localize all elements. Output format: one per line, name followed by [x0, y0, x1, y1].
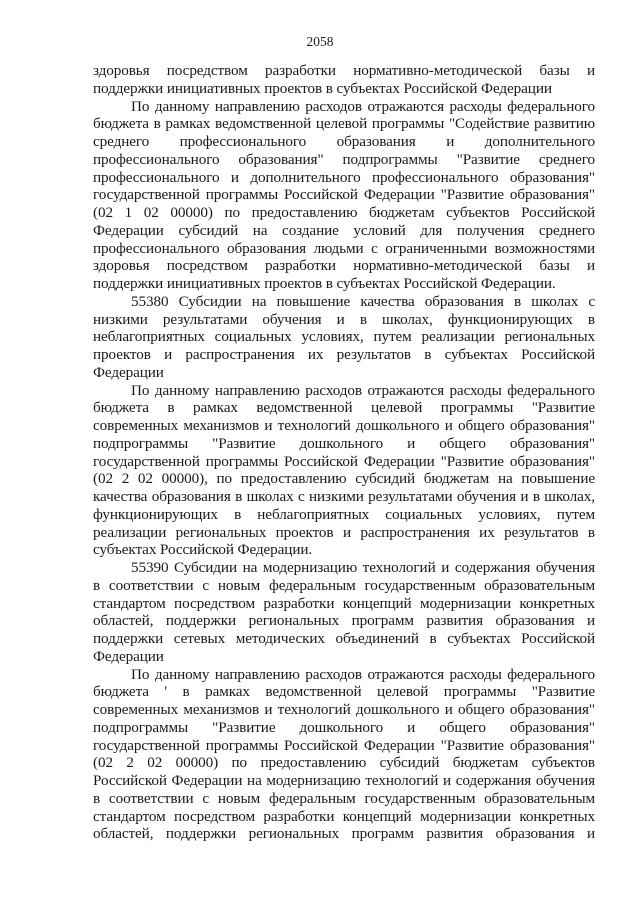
text-line: проектов и распространения их результатов в субъектах Российской: [93, 346, 595, 363]
text-line: областей, поддержки региональных программ развития образования и: [93, 825, 595, 843]
text-line: (02 2 02 00000), по предоставлению субсидий бюджетам на повышение: [93, 470, 595, 488]
paragraph: [93, 62, 595, 98]
text-line: современных механизмов и технологий дошкольного и общего образования": [93, 417, 595, 434]
text-line: реализации региональных проектов и распространения их результатов в: [93, 523, 595, 541]
text-line: государственной программы Российской Федерации "Развитие образования": [93, 736, 595, 754]
text-line: стандартом посредством разработки концепций модернизации конкретных: [93, 807, 595, 825]
text-line: Федерации: [93, 363, 164, 381]
text-line: в соответствии с новым федеральным государственным образовательным: [93, 576, 595, 594]
text-line: профессионального образования людьми с ограниченными возможностями: [93, 239, 595, 257]
text-line: стандартом посредством разработки концепций модернизации конкретных: [93, 594, 595, 612]
text-line: профессионального образования" подпрограммы "Развитие среднего: [93, 150, 595, 168]
text-line: государственной программы Российской Федерации "Развитие образования": [93, 186, 595, 204]
text-line: современных механизмов и технологий дошкольного и общего образования": [93, 701, 595, 718]
text-line: здоровья посредством разработки нормативно-методической базы и: [93, 62, 595, 79]
text-line: 55390 Субсидии на модернизацию технологий и содержания обучения: [131, 559, 595, 576]
text-line: 55380 Субсидии на повышение качества образования в школах с: [131, 292, 595, 310]
text-line: По данному направлению расходов отражаются расходы федерального: [131, 381, 595, 399]
text-line: областей, поддержки региональных программ развития образования и: [93, 612, 595, 630]
paragraph: [93, 382, 595, 560]
text-line: Федерации субсидий на создание условий для получения среднего: [93, 221, 595, 239]
text-line: Федерации: [93, 647, 164, 665]
text-line: профессионального и дополнительного профессионального образования": [93, 168, 595, 186]
text-line: поддержки инициативных проектов в субъектах Российской Федерации.: [93, 275, 556, 292]
text-line: в соответствии с новым федеральным государственным образовательным: [93, 789, 595, 807]
text-line: среднего профессионального образования и дополнительного: [93, 133, 595, 150]
text-line: качества образования в школах с низкими результатами обучения и в школах,: [93, 488, 595, 505]
paragraph: [93, 559, 595, 666]
text-line: поддержки инициативных проектов в субъектах Российской Федерации: [93, 79, 552, 97]
text-line: (02 1 02 00000) по предоставлению бюджетам субъектов Российской: [93, 204, 595, 221]
text-line: подпрограммы "Развитие дошкольного и общего образования": [93, 718, 595, 736]
text-line: государственной программы Российской Федерации "Развитие образования": [93, 452, 595, 470]
paragraph: [93, 666, 595, 844]
text-line: низкими результатами обучения и в школах, функционирующих в: [93, 310, 595, 328]
text-line: (02 2 02 00000) по предоставлению субсидий бюджетам субъектов: [93, 754, 595, 772]
page-number: 2058: [306, 34, 334, 49]
text-line: бюджета в рамках ведомственной целевой программы "Развитие: [93, 399, 595, 417]
paragraph: [93, 293, 595, 382]
paragraph: [93, 98, 595, 293]
text-line: субъектах Российской Федерации.: [93, 541, 313, 559]
text-line: здоровья посредством разработки нормативно-методической базы и: [93, 257, 595, 275]
text-line: поддержки сетевых методических объединений в субъектах Российской: [93, 630, 595, 647]
document-body: [93, 62, 595, 843]
text-line: По данному направлению расходов отражаются расходы федерального: [131, 97, 595, 115]
text-line: Российской Федерации на модернизацию технологий и содержания обучения: [93, 772, 595, 789]
text-line: функционирующих в неблагоприятных социальных условиях, путем: [93, 505, 595, 523]
text-line: бюджета в рамках ведомственной целевой программы "Содействие развитию: [93, 115, 595, 133]
text-line: подпрограммы "Развитие дошкольного и общего образования": [93, 434, 595, 452]
text-line: По данному направлению расходов отражаются расходы федерального: [131, 665, 595, 683]
text-line: бюджета ' в рамках ведомственной целевой программы "Развитие: [93, 683, 595, 701]
text-line: неблагоприятных социальных условиях, путем реализации региональных: [93, 328, 595, 346]
